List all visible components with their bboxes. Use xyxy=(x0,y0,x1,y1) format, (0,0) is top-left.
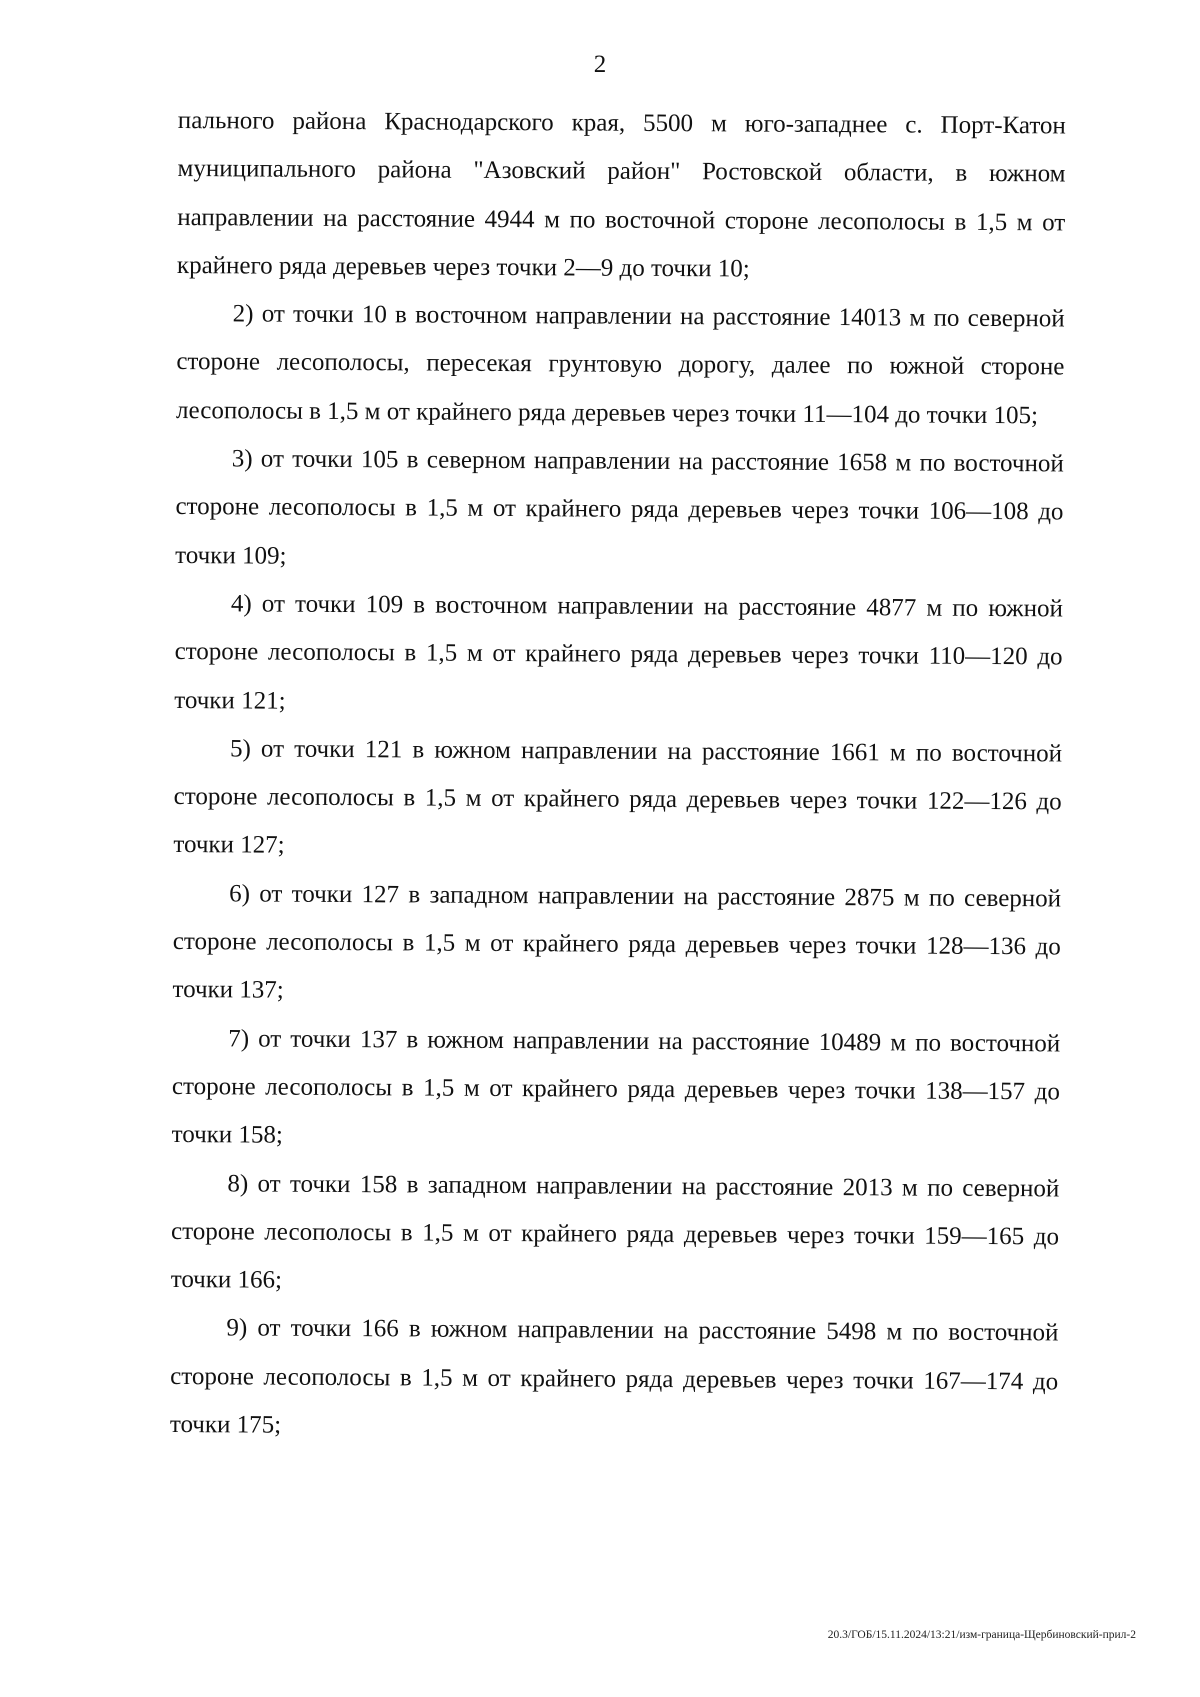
paragraph-continuation: пального района Краснодарского края, 5500 м юго-западнее с. Порт-Катон муниципального района "Азовский район" Ростовской области, в южном направлении на расстояние 4944 м по восточной стороне лесополосы в 1,5 м от крайнего ряда деревьев через точки 2—9 до точки 10; xyxy=(176,106,1066,283)
paragraph-item-7: 7) от точки 137 в южном направлении на расстояние 10489 м по восточной стороне лесополосы в 1,5 м от крайнего ряда деревьев через точки 138—157 до точки 158; xyxy=(171,1024,1061,1149)
paragraph-item-8: 8) от точки 158 в западном направлении на расстояние 2013 м по северной стороне лесополосы в 1,5 м от крайнего ряда деревьев через точки 159—165 до точки 166; xyxy=(170,1169,1060,1294)
document-footer-code: 20.3/ГОБ/15.11.2024/13:21/изм-граница-Щербиновский-прил-2 xyxy=(827,1629,1136,1641)
paragraph-item-6: 6) от точки 127 в западном направлении на расстояние 2875 м по северной стороне лесополосы в 1,5 м от крайнего ряда деревьев через точки 128—136 до точки 137; xyxy=(172,880,1062,1005)
paragraph-item-9: 9) от точки 166 в южном направлении на расстояние 5498 м по восточной стороне лесополосы в 1,5 м от крайнего ряда деревьев через точки 167—174 до точки 175; xyxy=(169,1314,1059,1439)
document-body xyxy=(170,97,1066,1455)
paragraph-item-4: 4) от точки 109 в восточном направлении на расстояние 4877 м по южной стороне лесополосы в 1,5 м от крайнего ряда деревьев через точки 110—120 до точки 121; xyxy=(174,590,1063,715)
paragraph-item-5: 5) от точки 121 в южном направлении на расстояние 1661 м по восточной стороне лесополосы в 1,5 м от крайнего ряда деревьев через точки 122—126 до точки 127; xyxy=(173,735,1063,860)
paragraph-item-2: 2) от точки 10 в восточном направлении на расстояние 14013 м по северной стороне лесополосы, пересекая грунтовую дорогу, далее по южной стороне лесополосы в 1,5 м от крайнего ряда деревьев через точки 11—104 до точки 105; xyxy=(176,300,1065,430)
page-number: 2 xyxy=(593,51,607,78)
paragraph-item-3: 3) от точки 105 в северном направлении на расстояние 1658 м по восточной стороне лесополосы в 1,5 м от крайнего ряда деревьев через точки 106—108 до точки 109; xyxy=(175,445,1064,570)
